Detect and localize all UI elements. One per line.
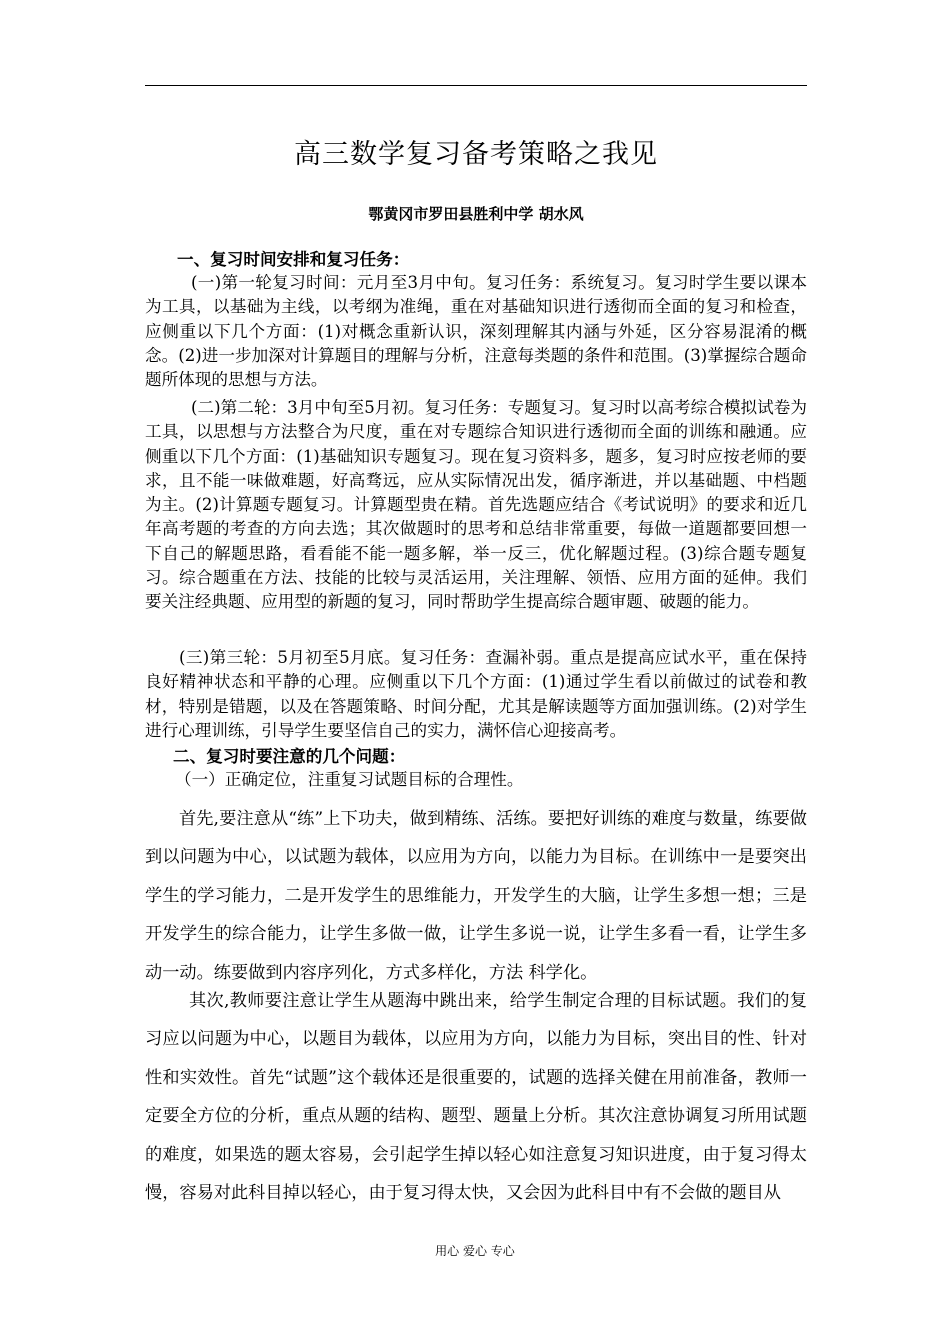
section-1-heading: 一、复习时间安排和复习任务： xyxy=(177,249,410,269)
section-2-paragraph-1: 首先,要注意从“练”上下功夫，做到精练、活练。要把好训练的难度与数量，练要做到以问题为中心，以试题为载体，以应用为方向，以能力为目标。在训练中一是要突出学生的学习能力，二是开发学生的思维能力，开发学生的大脑，让学生多想一想；三是开发学生的综合能力，让学生多做一做，让学生多说一说，让学生多看一看，让学生多动一动。练要做到内容序列化，方式多样化，方法 科学化。 xyxy=(145,809,807,983)
document-title: 高三数学复习备考策略之我见 xyxy=(294,139,658,170)
section-1-paragraph-2: (二)第二轮：3月中旬至5月初。复习任务：专题复习。复习时以高考综合模拟试卷为工具，以思想与方法整合为尺度，重在对专题综合知识进行透彻而全面的训练和融通。应侧重以下几个方面：(1)基础知识专题复习。现在复习资料多，题多，复习时应按老师的要求，且不能一味做难题，好高骛远，应从实际情况出发，循序渐进，并以基础题、中档题为主。(2)计算题专题复习。计算题型贵在精。首先选题应结合《考试说明》的要求和近几年高考题的考查的方向去选；其次做题时的思考和总结非常重要，每做一道题都要回想一下自己的解题思路，看看能不能一题多解，举一反三，优化解题过程。(3)综合题专题复习。综合题重在方法、技能的比较与灵活运用，关注理解、领悟、应用方面的延伸。我们要关注经典题、应用型的新题的复习，同时帮助学生提高综合题审题、破题的能力。 xyxy=(145,398,807,612)
author-line: 鄂黄冈市罗田县胜利中学 胡水风 xyxy=(368,205,584,223)
page-footer: 用心 爱心 专心 xyxy=(435,1244,515,1258)
section-2-paragraph-2: 其次,教师要注意让学生从题海中跳出来，给学生制定合理的目标试题。我们的复习应以问题为中心，以题目为载体，以应用为方向，以能力为目标，突出目的性、针对性和实效性。首先“试题”这个载体还是很重要的，试题的选择关健在用前准备，教师一定要全方位的分析，重点从题的结构、题型、题量上分析。其次注意协调复习所用试题的难度，如果选的题太容易，会引起学生掉以轻心如注意复习知识进度，由于复习得太慢，容易对此科目掉以轻心，由于复习得太快，又会因为此科目中有不会做的题目从 xyxy=(145,991,807,1204)
section-1-paragraph-1: (一)第一轮复习时间：元月至3月中旬。复习任务：系统复习。复习时学生要以课本为工具，以基础为主线，以考纲为准绳，重在对基础知识进行透彻而全面的复习和检查，应侧重以下几个方面：(1)对概念重新认识，深刻理解其内涵与外延，区分容易混淆的概念。(2)进一步加深对计算题目的理解与分析，注意每类题的条件和范围。(3)掌握综合题命题所体现的思想与方法。 xyxy=(145,273,807,390)
section-2-heading: 二、复习时要注意的几个问题： xyxy=(173,746,406,766)
header-rule xyxy=(145,85,807,86)
section-2-subheading: （一）正确定位，注重复习试题目标的合理性。 xyxy=(175,770,524,789)
section-1-paragraph-3: (三)第三轮：5月初至5月底。复习任务：查漏补弱。重点是提高应试水平，重在保持良好精神状态和平静的心理。应侧重以下几个方面：(1)通过学生看以前做过的试卷和教材，特别是错题，以及在答题策略、时间分配，尤其是解读题等方面加强训练。(2)对学生进行心理训练，引导学生要坚信自己的实力，满怀信心迎接高考。 xyxy=(145,648,807,740)
